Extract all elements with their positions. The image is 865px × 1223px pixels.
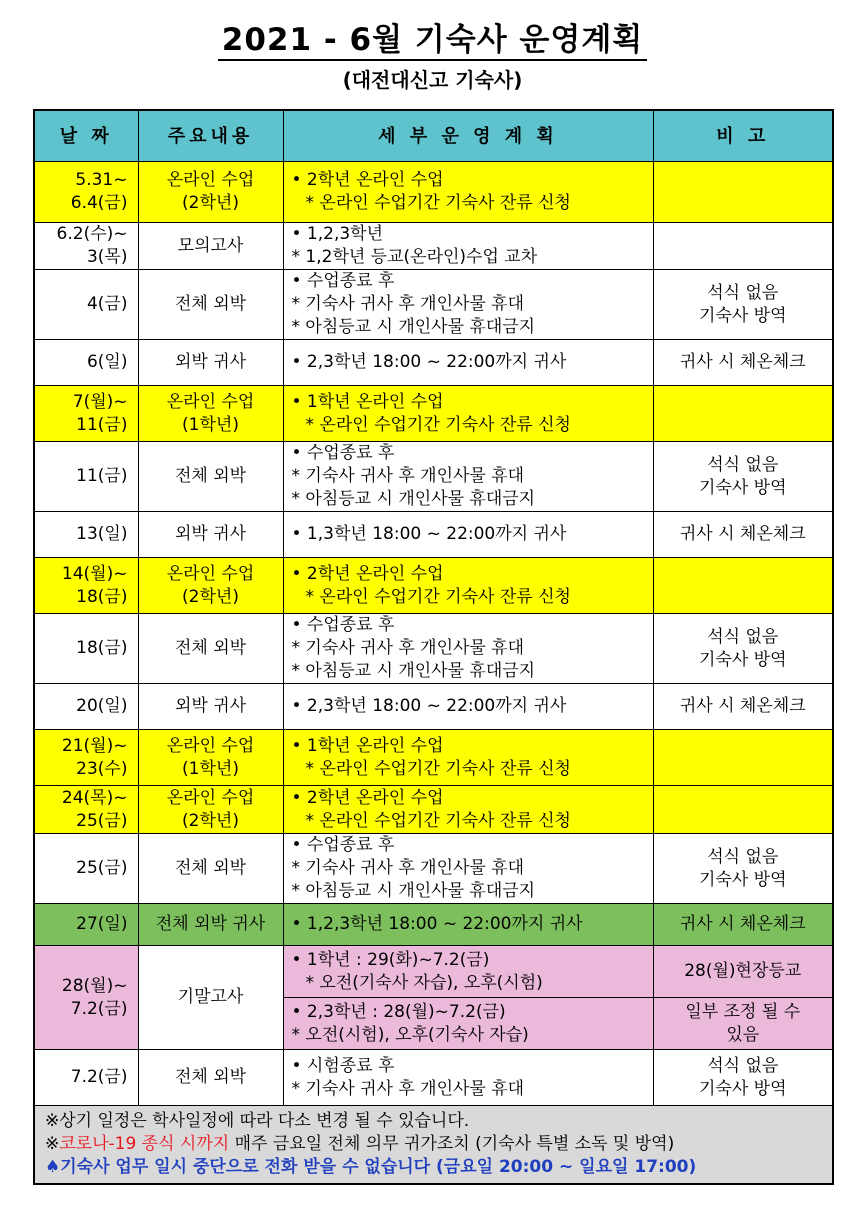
main-cell bbox=[138, 442, 283, 512]
detail-line: • 2,3학년 : 28(월)~7.2(금) bbox=[291, 1001, 506, 1022]
detail-line: * 아침등교 시 개인사물 휴대금지 bbox=[291, 661, 536, 681]
table-row bbox=[34, 834, 833, 904]
note-line: 석식 없음 bbox=[707, 282, 779, 303]
note-cell bbox=[653, 386, 833, 442]
date-line: 28(월)~ bbox=[61, 975, 128, 996]
main-cell bbox=[138, 340, 283, 386]
main-line: 전체 외박 귀사 bbox=[155, 914, 266, 934]
table-row bbox=[34, 684, 833, 730]
date-cell bbox=[34, 442, 138, 512]
detail-line: * 온라인 수업기간 기숙사 잔류 신청 bbox=[305, 758, 571, 779]
main-cell bbox=[138, 558, 283, 614]
main-line: 온라인 수업 bbox=[166, 170, 255, 190]
main-line: 전체 외박 bbox=[174, 1067, 247, 1087]
note-cell bbox=[653, 442, 833, 512]
detail-line: • 시험종료 후 bbox=[291, 1055, 395, 1076]
footer-line-2 bbox=[45, 1133, 822, 1156]
note-line: 있음 bbox=[726, 1024, 760, 1045]
note-cell bbox=[653, 834, 833, 904]
note-line: 석식 없음 bbox=[707, 626, 779, 647]
note-line: 귀사 시 체온체크 bbox=[679, 696, 806, 716]
date-cell bbox=[34, 162, 138, 223]
detail-cell bbox=[283, 998, 653, 1050]
date-line: 23(수) bbox=[76, 758, 128, 779]
date-cell bbox=[34, 614, 138, 684]
date-cell bbox=[34, 904, 138, 946]
detail-line: * 기숙사 귀사 후 개인사물 휴대 bbox=[291, 1078, 525, 1099]
footer-line-1: ※상기 일정은 학사일정에 따라 다소 변경 될 수 있습니다. bbox=[45, 1111, 470, 1131]
date-line: 6(일) bbox=[86, 352, 128, 372]
note-line: 기숙사 방역 bbox=[698, 869, 787, 890]
note-line: 귀사 시 체온체크 bbox=[679, 352, 806, 372]
main-line: 외박 귀사 bbox=[174, 352, 247, 372]
main-cell bbox=[138, 904, 283, 946]
main-line: 모의고사 bbox=[177, 235, 244, 256]
detail-cell bbox=[283, 730, 653, 786]
date-cell bbox=[34, 946, 138, 1050]
date-line: 13(일) bbox=[76, 524, 128, 544]
date-line: 7.2(금) bbox=[70, 1067, 128, 1087]
detail-cell bbox=[283, 904, 653, 946]
date-cell bbox=[34, 786, 138, 834]
header-main: 주요내용 bbox=[138, 110, 283, 162]
detail-line: • 1학년 온라인 수업 bbox=[291, 735, 444, 756]
main-line: (2학년) bbox=[182, 193, 239, 213]
header-row bbox=[34, 110, 833, 162]
detail-cell bbox=[283, 340, 653, 386]
date-line: 25(금) bbox=[76, 810, 128, 831]
date-cell bbox=[34, 1050, 138, 1106]
note-cell bbox=[653, 998, 833, 1050]
main-line: 온라인 수업 bbox=[166, 735, 255, 756]
main-line: (2학년) bbox=[182, 810, 239, 831]
date-line: 11(금) bbox=[76, 414, 128, 435]
date-line: 27(일) bbox=[76, 914, 128, 934]
detail-line: * 온라인 수업기간 기숙사 잔류 신청 bbox=[305, 810, 571, 831]
main-cell bbox=[138, 730, 283, 786]
main-line: 기말고사 bbox=[177, 987, 244, 1007]
main-cell bbox=[138, 270, 283, 340]
date-line: 14(월)~ bbox=[61, 563, 128, 584]
note-line: 귀사 시 체온체크 bbox=[679, 524, 806, 544]
table-row bbox=[34, 270, 833, 340]
note-line: 석식 없음 bbox=[707, 846, 779, 867]
main-line: 외박 귀사 bbox=[174, 524, 247, 544]
date-cell bbox=[34, 684, 138, 730]
note-cell bbox=[653, 558, 833, 614]
main-cell bbox=[138, 386, 283, 442]
detail-line: • 1,3학년 18:00 ~ 22:00까지 귀사 bbox=[291, 524, 567, 544]
detail-cell bbox=[283, 614, 653, 684]
table-row bbox=[34, 340, 833, 386]
table-row bbox=[34, 1050, 833, 1106]
date-line: 20(일) bbox=[76, 696, 128, 716]
page-title bbox=[0, 14, 865, 59]
footer-line-2-prefix: ※ bbox=[45, 1134, 60, 1154]
note-cell bbox=[653, 730, 833, 786]
note-cell bbox=[653, 270, 833, 340]
main-cell bbox=[138, 512, 283, 558]
detail-cell bbox=[283, 558, 653, 614]
note-line: 석식 없음 bbox=[707, 454, 779, 475]
date-line: 7.2(금) bbox=[70, 998, 128, 1019]
schedule-table bbox=[33, 109, 834, 1185]
main-cell bbox=[138, 162, 283, 223]
note-line: 기숙사 방역 bbox=[698, 1078, 787, 1099]
note-cell bbox=[653, 946, 833, 998]
main-line: 전체 외박 bbox=[174, 294, 247, 314]
detail-cell bbox=[283, 223, 653, 270]
note-cell bbox=[653, 904, 833, 946]
date-line: 18(금) bbox=[76, 586, 128, 607]
note-cell bbox=[653, 340, 833, 386]
table-row bbox=[34, 786, 833, 834]
detail-line: * 기숙사 귀사 후 개인사물 휴대 bbox=[291, 858, 525, 878]
detail-line: * 기숙사 귀사 후 개인사물 휴대 bbox=[291, 466, 525, 486]
note-cell bbox=[653, 1050, 833, 1106]
main-cell bbox=[138, 786, 283, 834]
detail-line: • 2,3학년 18:00 ~ 22:00까지 귀사 bbox=[291, 696, 567, 716]
date-cell bbox=[34, 512, 138, 558]
date-cell bbox=[34, 834, 138, 904]
detail-line: * 아침등교 시 개인사물 휴대금지 bbox=[291, 317, 536, 337]
table-row bbox=[34, 512, 833, 558]
date-line: 5.31~ bbox=[75, 170, 128, 190]
table-row bbox=[34, 558, 833, 614]
main-cell bbox=[138, 834, 283, 904]
footer-line-2-rest: 매주 금요일 전체 의무 귀가조치 (기숙사 특별 소독 및 방역) bbox=[229, 1134, 675, 1154]
detail-line: • 수업종료 후 bbox=[291, 615, 395, 635]
detail-line: • 수업종료 후 bbox=[291, 271, 395, 291]
main-line: 외박 귀사 bbox=[174, 696, 247, 716]
date-cell bbox=[34, 223, 138, 270]
main-cell bbox=[138, 1050, 283, 1106]
footer-line-3: ♠기숙사 업무 일시 중단으로 전화 받을 수 없습니다 (금요일 20:00 ~ 일요일 17:00) bbox=[45, 1157, 697, 1177]
table-row bbox=[34, 614, 833, 684]
date-line: 4(금) bbox=[86, 294, 128, 314]
table-row bbox=[34, 386, 833, 442]
detail-cell bbox=[283, 162, 653, 223]
main-cell bbox=[138, 946, 283, 1050]
date-line: 6.2(수)~ bbox=[56, 224, 128, 244]
main-line: 온라인 수업 bbox=[166, 391, 255, 412]
detail-line: * 기숙사 귀사 후 개인사물 휴대 bbox=[291, 294, 525, 314]
date-cell bbox=[34, 730, 138, 786]
detail-cell bbox=[283, 386, 653, 442]
detail-line: * 온라인 수업기간 기숙사 잔류 신청 bbox=[305, 586, 571, 607]
detail-line: * 아침등교 시 개인사물 휴대금지 bbox=[291, 881, 536, 901]
footer-line-2-red: 코로나-19 종식 시까지 bbox=[59, 1134, 230, 1154]
main-cell bbox=[138, 614, 283, 684]
date-line: 6.4(금) bbox=[70, 193, 128, 213]
table-row bbox=[34, 946, 833, 998]
date-line: 25(금) bbox=[76, 858, 128, 878]
detail-line: • 2학년 온라인 수업 bbox=[291, 563, 444, 584]
note-cell bbox=[653, 162, 833, 223]
header-date: 날 짜 bbox=[34, 110, 138, 162]
note-cell bbox=[653, 786, 833, 834]
main-line: (2학년) bbox=[182, 586, 239, 607]
note-line: 28(월)현장등교 bbox=[684, 961, 802, 981]
date-cell bbox=[34, 558, 138, 614]
note-line: 석식 없음 bbox=[707, 1055, 779, 1076]
detail-cell bbox=[283, 684, 653, 730]
detail-cell bbox=[283, 786, 653, 834]
detail-line: • 2학년 온라인 수업 bbox=[291, 170, 444, 190]
note-cell bbox=[653, 512, 833, 558]
detail-cell bbox=[283, 270, 653, 340]
main-line: (1학년) bbox=[182, 414, 239, 435]
detail-line: * 아침등교 시 개인사물 휴대금지 bbox=[291, 489, 536, 509]
detail-line: * 기숙사 귀사 후 개인사물 휴대 bbox=[291, 638, 525, 658]
detail-line: • 수업종료 후 bbox=[291, 443, 395, 463]
detail-line: • 1,2,3학년 18:00 ~ 22:00까지 귀사 bbox=[291, 914, 583, 934]
header-note: 비 고 bbox=[653, 110, 833, 162]
date-line: 11(금) bbox=[76, 466, 128, 486]
table-row bbox=[34, 442, 833, 512]
detail-line: * 1,2학년 등교(온라인)수업 교차 bbox=[291, 247, 538, 267]
detail-line: • 2학년 온라인 수업 bbox=[291, 787, 444, 808]
date-line: 24(목)~ bbox=[61, 787, 128, 808]
note-cell bbox=[653, 614, 833, 684]
main-line: 온라인 수업 bbox=[166, 787, 255, 808]
detail-line: • 2,3학년 18:00 ~ 22:00까지 귀사 bbox=[291, 352, 567, 372]
detail-line: * 오전(기숙사 자습), 오후(시험) bbox=[305, 972, 543, 993]
table-row bbox=[34, 223, 833, 270]
table-row bbox=[34, 904, 833, 946]
note-line: 일부 조정 될 수 bbox=[685, 1001, 801, 1022]
detail-line: * 오전(시험), 오후(기숙사 자습) bbox=[291, 1024, 529, 1045]
note-cell bbox=[653, 684, 833, 730]
main-cell bbox=[138, 684, 283, 730]
note-line: 귀사 시 체온체크 bbox=[679, 914, 806, 934]
page-subtitle: (대전대신고 기숙사) bbox=[342, 68, 523, 92]
main-line: 전체 외박 bbox=[174, 638, 247, 658]
note-line: 기숙사 방역 bbox=[698, 649, 787, 670]
date-cell bbox=[34, 340, 138, 386]
table-row bbox=[34, 730, 833, 786]
footer-row bbox=[34, 1106, 833, 1185]
note-cell bbox=[653, 223, 833, 270]
date-line: 18(금) bbox=[76, 638, 128, 658]
detail-cell bbox=[283, 512, 653, 558]
date-cell bbox=[34, 386, 138, 442]
detail-cell bbox=[283, 834, 653, 904]
main-line: 온라인 수업 bbox=[166, 563, 255, 584]
note-line: 기숙사 방역 bbox=[698, 477, 787, 498]
header-detail: 세 부 운 영 계 획 bbox=[283, 110, 653, 162]
date-line: 3(목) bbox=[86, 247, 128, 267]
main-line: 전체 외박 bbox=[174, 466, 247, 486]
footer-cell bbox=[34, 1106, 833, 1185]
table-row bbox=[34, 162, 833, 223]
date-cell bbox=[34, 270, 138, 340]
main-line: 전체 외박 bbox=[174, 858, 247, 878]
main-cell bbox=[138, 223, 283, 270]
detail-line: • 1학년 : 29(화)~7.2(금) bbox=[291, 949, 490, 970]
detail-line: • 수업종료 후 bbox=[291, 835, 395, 855]
date-line: 7(월)~ bbox=[72, 391, 128, 412]
note-line: 기숙사 방역 bbox=[698, 305, 787, 326]
main-line: (1학년) bbox=[182, 758, 239, 779]
date-line: 21(월)~ bbox=[61, 735, 128, 756]
detail-line: • 1학년 온라인 수업 bbox=[291, 391, 444, 412]
detail-line: * 온라인 수업기간 기숙사 잔류 신청 bbox=[305, 414, 571, 435]
page-title-text: 2021 - 6월 기숙사 운영계획 bbox=[218, 22, 647, 61]
detail-line: * 온라인 수업기간 기숙사 잔류 신청 bbox=[305, 193, 571, 213]
detail-cell bbox=[283, 1050, 653, 1106]
detail-line: • 1,2,3학년 bbox=[291, 224, 384, 244]
detail-cell bbox=[283, 946, 653, 998]
detail-cell bbox=[283, 442, 653, 512]
